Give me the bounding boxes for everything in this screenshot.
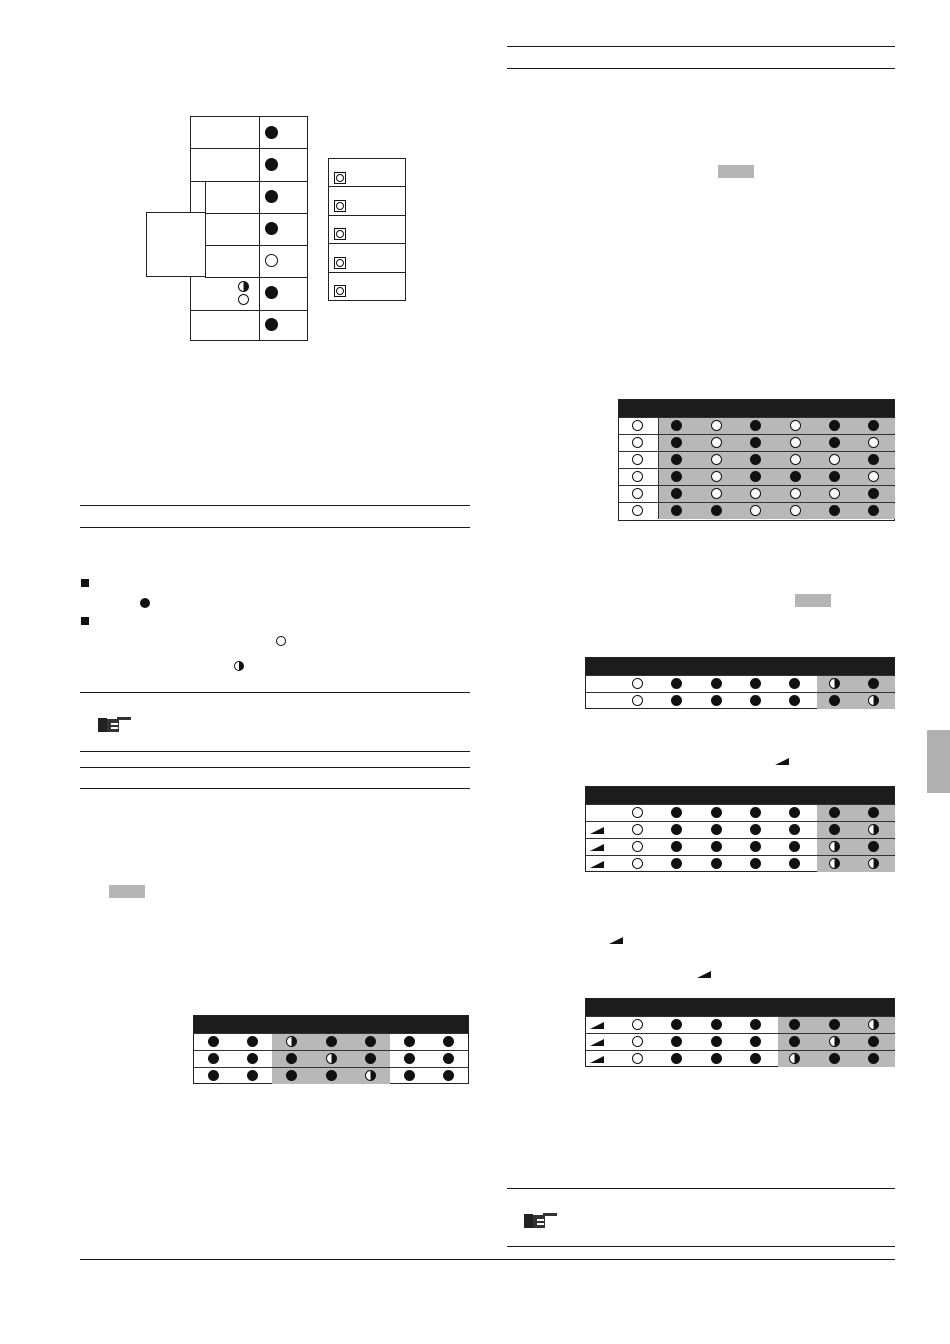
indicator-off-icon: [790, 505, 801, 516]
section-rule: [507, 46, 895, 47]
indicator-on-icon: [750, 1036, 761, 1047]
indicator-on-icon: [868, 807, 879, 818]
volume-wedge-icon: [609, 937, 623, 944]
indicator-on-icon: [711, 678, 722, 689]
pointing-hand-icon: [524, 1210, 558, 1232]
indicator-on-icon: [671, 1053, 682, 1064]
indicator-on-icon: [829, 471, 840, 482]
indicator-off-icon: [790, 454, 801, 465]
table-row: [194, 1067, 468, 1084]
indicator-on-icon: [750, 841, 761, 852]
table-row: [619, 485, 894, 502]
indicator-off-icon: [790, 437, 801, 448]
indicator-blink-icon: [365, 1070, 376, 1081]
indicator-on-icon: [711, 841, 722, 852]
indicator-on-icon: [711, 824, 722, 835]
indicator-on-icon: [750, 807, 761, 818]
indicator-off-icon: [632, 454, 643, 465]
volume-wedge-icon: [590, 1056, 604, 1063]
section-rule: [80, 767, 470, 768]
indicator-on-icon: [829, 437, 840, 448]
indicator-off-icon: [711, 471, 722, 482]
indicator-off-icon: [632, 420, 643, 431]
indicator-on-icon: [750, 678, 761, 689]
table-row: [619, 468, 894, 485]
indicator-on-icon: [671, 807, 682, 818]
indicator-on-icon: [671, 824, 682, 835]
indicator-on-icon: [829, 695, 840, 706]
note-rule: [507, 1188, 895, 1189]
indicator-blink-icon: [829, 1036, 840, 1047]
indicator-on-icon: [868, 1053, 879, 1064]
indicator-on-icon: [750, 824, 761, 835]
panel-lamp-6: [265, 286, 278, 299]
indicator-on-icon: [711, 1019, 722, 1030]
volume-wedge-icon: [775, 758, 789, 765]
table-row: [586, 675, 894, 692]
indicator-on-icon: [208, 1053, 219, 1064]
table-header: [586, 787, 894, 804]
panel-button-1[interactable]: [334, 172, 346, 184]
indicator-on-icon: [829, 505, 840, 516]
right-indicator-table-1: [618, 399, 895, 521]
panel-lamp-1: [265, 126, 278, 139]
indicator-on-icon: [868, 841, 879, 852]
indicator-on-icon: [671, 695, 682, 706]
section-rule: [80, 527, 470, 528]
indicator-on-icon: [829, 1019, 840, 1030]
square-bullet: [81, 579, 89, 587]
square-bullet: [81, 617, 89, 625]
indicator-on-icon: [208, 1070, 219, 1081]
section-rule: [80, 505, 470, 506]
indicator-blink-icon: [868, 858, 879, 869]
indicator-on-icon: [750, 1053, 761, 1064]
indicator-on-icon: [404, 1070, 415, 1081]
indicator-off-icon: [632, 841, 643, 852]
panel-lamp-5: [265, 254, 278, 267]
indicator-on-icon: [711, 695, 722, 706]
indicator-on-icon: [711, 1036, 722, 1047]
indicator-off-icon: [632, 678, 643, 689]
panel-frame: [190, 116, 308, 341]
panel-side-box: [146, 212, 206, 277]
section-rule: [80, 788, 470, 789]
indicator-off-icon: [829, 454, 840, 465]
indicator-on-icon: [711, 505, 722, 516]
indicator-on-icon: [829, 824, 840, 835]
indicator-on-icon: [868, 678, 879, 689]
panel-legend-blink-icon: [238, 281, 249, 292]
indicator-off-icon: [632, 824, 643, 835]
indicator-on-icon: [711, 1053, 722, 1064]
table-row: [586, 855, 894, 872]
indicator-off-icon: [790, 488, 801, 499]
volume-wedge-icon: [590, 861, 604, 868]
indicator-on-icon: [671, 841, 682, 852]
indicator-on-icon: [868, 1036, 879, 1047]
panel-button-4[interactable]: [334, 257, 346, 269]
indicator-on-icon: [790, 471, 801, 482]
indicator-on-icon: [750, 1019, 761, 1030]
indicator-on-icon: [789, 807, 800, 818]
indicator-off-icon: [632, 505, 643, 516]
indicator-on-icon: [829, 1053, 840, 1064]
indicator-blink-icon: [829, 678, 840, 689]
table-row: [586, 692, 894, 709]
indicator-off-icon: [632, 858, 643, 869]
indicator-off-icon: [711, 454, 722, 465]
right-indicator-table-4: [585, 998, 895, 1067]
indicator-on-icon: [247, 1070, 258, 1081]
indicator-blink-icon: [829, 841, 840, 852]
indicator-on-icon: [789, 695, 800, 706]
panel-legend-off-icon: [238, 294, 249, 305]
key-symbol: [718, 165, 754, 178]
indicator-on-icon: [789, 858, 800, 869]
table-row: [586, 1016, 894, 1033]
indicator-off-icon: [632, 437, 643, 448]
indicator-blink-icon: [868, 695, 879, 706]
section-rule: [80, 751, 470, 752]
footer-rule: [80, 1259, 895, 1260]
table-row: [586, 821, 894, 838]
indicator-blink-icon: [326, 1053, 337, 1064]
note-rule: [80, 692, 470, 693]
indicator-on-icon: [750, 695, 761, 706]
indicator-off-icon: [829, 488, 840, 499]
table-row: [586, 1033, 894, 1050]
indicator-off-icon: [711, 488, 722, 499]
panel-lamp-2: [265, 158, 278, 171]
panel-button-3[interactable]: [334, 228, 346, 240]
table-row: [619, 451, 894, 468]
table-row: [586, 804, 894, 821]
left-indicator-table: [193, 1015, 469, 1084]
indicator-on-icon: [671, 1036, 682, 1047]
panel-lamp-3: [265, 190, 278, 203]
table-header: [194, 1016, 468, 1033]
indicator-on-icon: [789, 678, 800, 689]
indicator-on-icon: [829, 807, 840, 818]
indicator-off-icon: [632, 488, 643, 499]
indicator-off-icon: [711, 437, 722, 448]
note-rule: [507, 1246, 895, 1247]
indicator-on-icon: [443, 1036, 454, 1047]
volume-wedge-icon: [590, 827, 604, 834]
key-symbol: [795, 594, 831, 607]
indicator-on-icon: [789, 841, 800, 852]
pointing-hand-icon: [98, 714, 132, 736]
indicator-on-icon: [140, 598, 150, 608]
panel-button-2[interactable]: [334, 200, 346, 212]
indicator-on-icon: [829, 420, 840, 431]
panel-lamp-4: [265, 222, 278, 235]
indicator-blink-icon: [234, 661, 244, 671]
indicator-on-icon: [404, 1053, 415, 1064]
table-row: [586, 838, 894, 855]
indicator-on-icon: [365, 1036, 376, 1047]
section-rule: [507, 68, 895, 69]
table-row: [194, 1033, 468, 1050]
indicator-off-icon: [632, 807, 643, 818]
indicator-on-icon: [789, 824, 800, 835]
indicator-off-icon: [632, 1036, 643, 1047]
table-row: [619, 502, 894, 519]
indicator-off-icon: [632, 1053, 643, 1064]
panel-button-5[interactable]: [334, 285, 346, 297]
table-header: [586, 999, 894, 1016]
table-header: [586, 658, 894, 675]
chapter-side-tab: [927, 730, 950, 793]
table-row: [619, 417, 894, 434]
right-indicator-table-2: [585, 657, 895, 709]
indicator-off-icon: [790, 420, 801, 431]
key-symbol: [109, 885, 145, 898]
indicator-on-icon: [247, 1053, 258, 1064]
indicator-blink-icon: [829, 858, 840, 869]
indicator-off-icon: [632, 1019, 643, 1030]
indicator-on-icon: [671, 1019, 682, 1030]
indicator-on-icon: [247, 1036, 258, 1047]
indicator-on-icon: [365, 1053, 376, 1064]
panel-lamp-7: [265, 318, 278, 331]
indicator-on-icon: [671, 678, 682, 689]
indicator-off-icon: [632, 695, 643, 706]
table-row: [586, 1050, 894, 1067]
indicator-on-icon: [671, 858, 682, 869]
indicator-off-icon: [711, 420, 722, 431]
indicator-on-icon: [326, 1070, 337, 1081]
indicator-on-icon: [750, 858, 761, 869]
right-indicator-table-3: [585, 786, 895, 872]
indicator-blink-icon: [868, 824, 879, 835]
indicator-on-icon: [208, 1036, 219, 1047]
volume-wedge-icon: [590, 844, 604, 851]
table-row: [194, 1050, 468, 1067]
indicator-off-icon: [276, 636, 286, 646]
table-header: [619, 400, 894, 417]
indicator-on-icon: [326, 1036, 337, 1047]
indicator-on-icon: [443, 1070, 454, 1081]
volume-wedge-icon: [697, 971, 711, 978]
indicator-on-icon: [711, 858, 722, 869]
volume-wedge-icon: [590, 1022, 604, 1029]
indicator-on-icon: [443, 1053, 454, 1064]
table-row: [619, 434, 894, 451]
indicator-off-icon: [632, 471, 643, 482]
indicator-blink-icon: [868, 1019, 879, 1030]
volume-wedge-icon: [590, 1039, 604, 1046]
indicator-on-icon: [711, 807, 722, 818]
indicator-on-icon: [404, 1036, 415, 1047]
